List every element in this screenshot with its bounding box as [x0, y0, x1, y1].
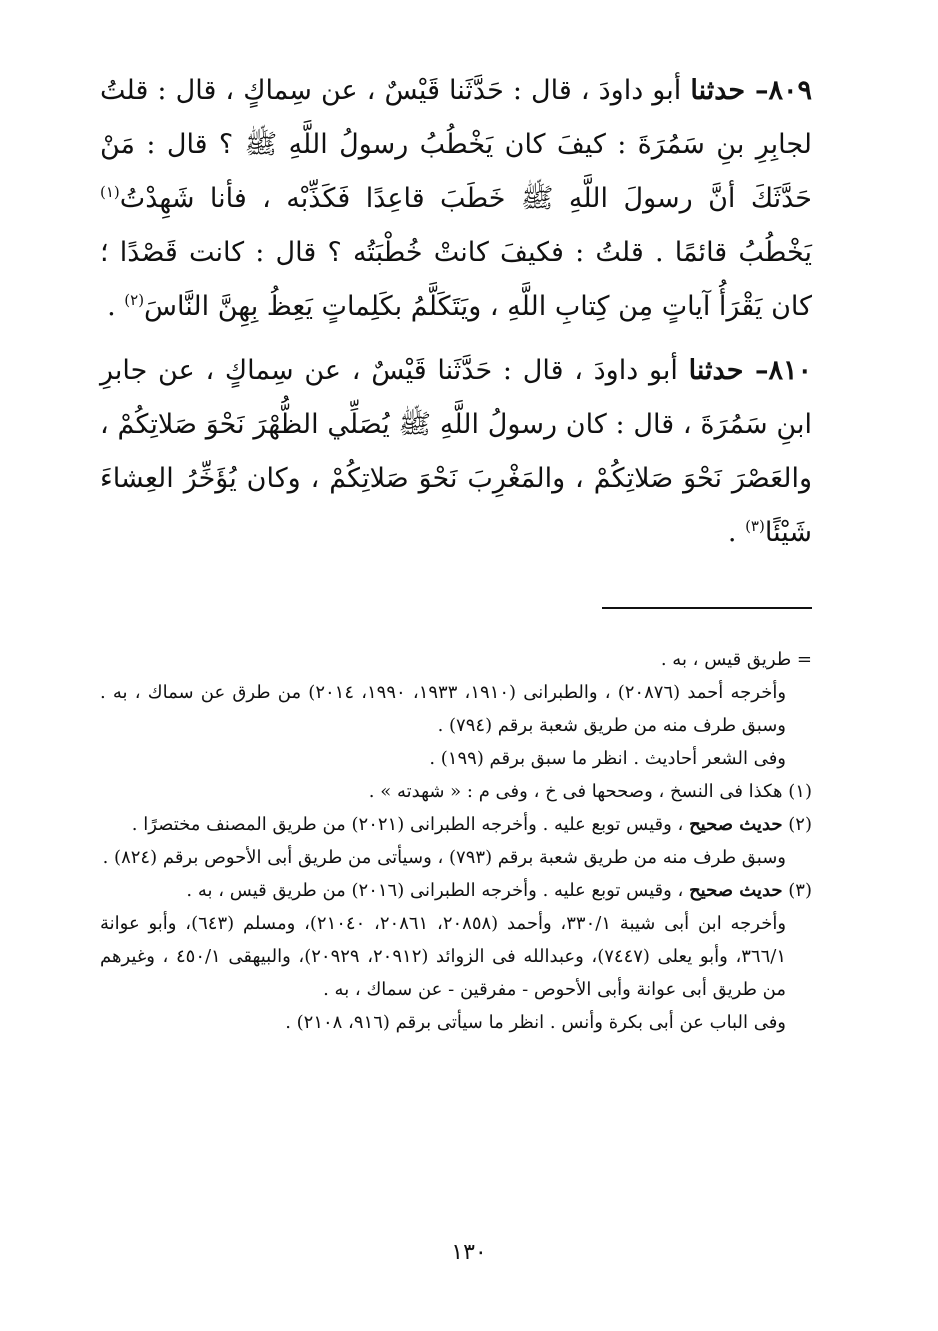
- footnote-continuation: = طريق قيس ، به .: [660, 649, 812, 670]
- hadith-text: أبو داودَ ، قال : حَدَّثَنا قَيْسٌ ، عن سِماكٍ ، عن جابرِ ابنِ سَمُرَةَ ، قال : كان رسولُ اللَّهِ ﷺ يُصَلِّي الظُّهْرَ نَحْوَ صَلاتِكُمْ ، والعَصْرَ نَحْوَ صَلاتِكُمْ ، والمَغْرِبَ نَحْوَ صَلاتِكُمْ ، وكان يُؤَخِّرُ العِشاءَ شَيْئًا: [100, 355, 812, 548]
- hadith-810: [100, 344, 812, 560]
- hadith-text: يَخْطُبُ قائمًا . قلتُ : فكيفَ كانتْ خُطْبَتُه ؟ قال : كانت قَصْدًا ؛ كان يَقْرَأُ آياتٍ مِن كِتابِ اللَّهِ ، ويَتَكَلَّمُ بكَلِماتٍ يَعِظُ بِهِنَّ النَّاسَ: [100, 237, 812, 322]
- grading: حديث صحيح: [689, 880, 783, 901]
- hadith-lead: – حدثنا: [688, 355, 769, 386]
- footnote-3: [100, 874, 812, 907]
- hadith-text: .: [107, 291, 125, 322]
- hadith-text: .: [727, 517, 746, 548]
- main-text: [100, 64, 812, 570]
- footnote-1: (١) هكذا فى النسخ ، وصححها فى خ ، وفى م : « شهدته » .: [368, 781, 812, 802]
- footnote-text: ، وقيس توبع عليه . وأخرجه الطبرانى (٢٠١٦) من طريق قيس ، به .: [186, 880, 690, 901]
- footnote-ref[interactable]: (١): [100, 183, 120, 201]
- footnotes: [100, 643, 812, 1039]
- footnote-3-cont: وأخرجه ابن أبى شيبة ٣٣٠/١، وأحمد (٢٠٨٥٨، ٢٠٨٦١، ٢١٠٤٠)، ومسلم (٦٤٣)، وأبو عوانة ٣٦٦/١، وأبو يعلى (٧٤٤٧)، وعبدالله فى الزوائد (٢٠٩١٢، ٢٠٩٢٩)، والبيهقى ٤٥٠/١ ، وغيرهم من طريق أبى عوانة وأبى الأحوص - مفرقين - عن سماك ، به .: [100, 913, 787, 1000]
- footnote-ref[interactable]: (٣): [745, 517, 765, 535]
- footnote-2-cont: وسبق طرف منه من طريق شعبة برقم (٧٩٣) ، وسيأتى من طريق أبى الأحوص برقم (٨٢٤) .: [102, 847, 786, 868]
- footnote-2: [100, 808, 812, 841]
- footnote-label: (٣): [782, 880, 812, 901]
- hadith-number: ٨١٠: [768, 355, 812, 386]
- grading: حديث صحيح: [689, 814, 783, 835]
- hadith-lead: – حدثنا: [690, 75, 769, 106]
- footnote-continuation: وأخرجه أحمد (٢٠٨٧٦) ، والطبرانى (١٩١٠، ١٩٣٣، ١٩٩٠، ٢٠١٤) من طرق عن سماك ، به . وسبق طرف منه من طريق شعبة برقم (٧٩٤) .: [100, 682, 787, 736]
- footnote-separator: [602, 607, 812, 609]
- hadith-809: [100, 64, 812, 334]
- footnote-ref[interactable]: (٢): [124, 291, 145, 309]
- footnote-text: ، وقيس توبع عليه . وأخرجه الطبرانى (٢٠٢١) من طريق المصنف مختصرًا .: [131, 814, 690, 835]
- page-number: ١٣٠: [451, 1240, 487, 1265]
- footnote-label: (٢): [782, 814, 812, 835]
- hadith-text: أبو داودَ ، قال : حَدَّثَنا قَيْسٌ ، عن سِماكٍ ، قال : قلتُ لجابِرِ بنِ سَمُرَةَ : كيفَ كان يَخْطُبُ رسولُ اللَّهِ ﷺ ؟ قال : مَنْ حَدَّثَكَ أنَّ رسولَ اللَّهِ ﷺ خَطَبَ قاعِدًا فَكَذِّبْه ، فأنا شَهِدْتُ: [100, 75, 812, 214]
- hadith-number: ٨٠٩: [768, 75, 812, 106]
- footnote-continuation: وفى الشعر أحاديث . انظر ما سبق برقم (١٩٩) .: [429, 748, 786, 769]
- footnote-3-cont: وفى الباب عن أبى بكرة وأنس . انظر ما سيأتى برقم (٩١٦، ٢١٠٨) .: [285, 1012, 786, 1033]
